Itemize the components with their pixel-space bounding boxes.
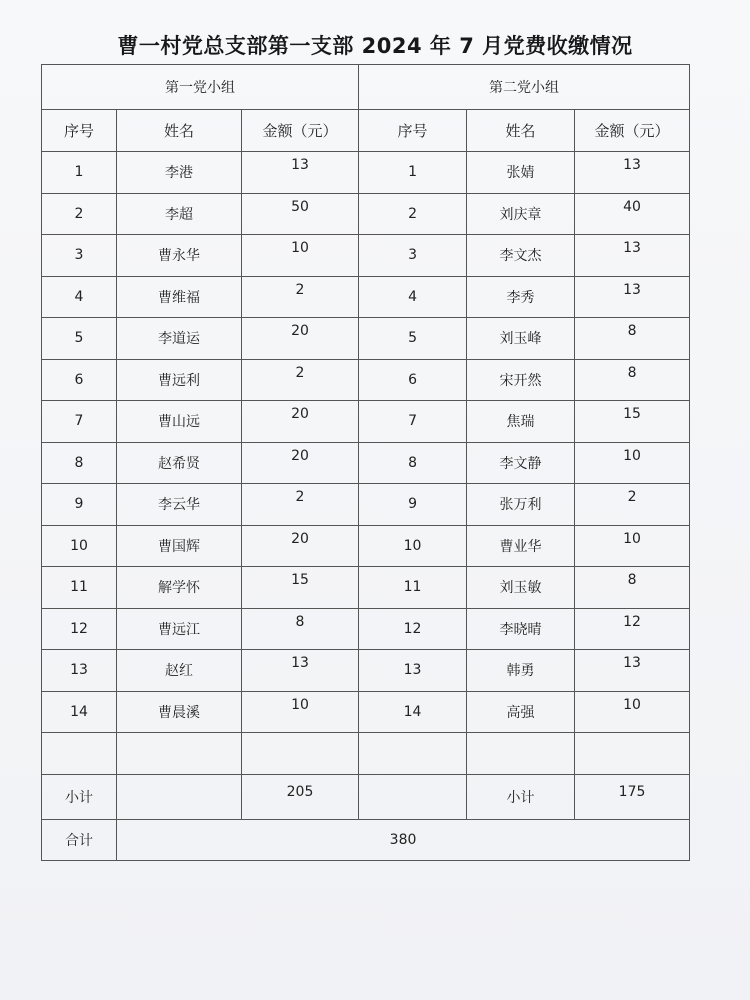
member-amount [242, 650, 359, 692]
table-row [42, 567, 690, 609]
empty-cell [42, 733, 117, 775]
header-name: 姓名 [467, 110, 575, 152]
row-number: 12 [359, 608, 467, 650]
row-number: 14 [359, 691, 467, 733]
amount-value: 10 [623, 696, 641, 713]
row-number: 7 [42, 401, 117, 443]
table-row [42, 650, 690, 692]
empty-cell [359, 733, 467, 775]
document-title: 曹一村党总支部第一支部 2024 年 7 月党费收缴情况 [117, 34, 633, 58]
member-amount [242, 525, 359, 567]
header-name: 姓名 [117, 110, 242, 152]
amount-value: 15 [623, 406, 641, 422]
member-name: 曹维福 [117, 276, 242, 318]
member-amount [242, 152, 359, 194]
member-amount [242, 567, 359, 609]
row-number: 4 [42, 276, 117, 318]
row-number: 5 [42, 318, 117, 360]
member-name: 赵希贤 [117, 442, 242, 484]
total-value: 380 [117, 819, 690, 860]
header-no: 序号 [359, 110, 467, 152]
table-row [42, 484, 690, 526]
table-row [42, 193, 690, 235]
empty-cell [359, 774, 467, 819]
amount-value: 8 [295, 613, 305, 630]
member-name: 曹国辉 [117, 525, 242, 567]
amount-value: 20 [291, 406, 309, 422]
member-amount [242, 359, 359, 401]
member-amount [575, 152, 690, 194]
row-number: 9 [359, 484, 467, 526]
empty-row [42, 733, 690, 775]
subtotal-value [575, 774, 690, 819]
member-name: 李超 [117, 193, 242, 235]
member-amount [242, 442, 359, 484]
member-amount [242, 318, 359, 360]
row-number: 10 [42, 525, 117, 567]
row-number: 7 [359, 401, 467, 443]
member-amount [242, 401, 359, 443]
member-amount [575, 276, 690, 318]
row-number: 11 [359, 567, 467, 609]
empty-cell [575, 733, 690, 775]
total-label: 合计 [42, 819, 117, 860]
member-name: 解学怀 [117, 567, 242, 609]
member-name: 李秀 [467, 276, 575, 318]
member-name: 李道运 [117, 318, 242, 360]
member-amount [575, 442, 690, 484]
member-name: 赵红 [117, 650, 242, 692]
row-number: 13 [42, 650, 117, 692]
amount-value: 8 [627, 572, 637, 588]
row-number: 9 [42, 484, 117, 526]
header-no: 序号 [42, 110, 117, 152]
amount-value: 13 [623, 281, 641, 298]
subtotal-value [242, 774, 359, 819]
member-amount [575, 608, 690, 650]
member-name: 曹永华 [117, 235, 242, 277]
member-name: 刘玉敏 [467, 567, 575, 609]
group-1-name: 第一党小组 [42, 65, 359, 110]
row-number: 4 [359, 276, 467, 318]
amount-value: 20 [291, 447, 309, 464]
row-number: 13 [359, 650, 467, 692]
empty-cell [117, 733, 242, 775]
amount-value: 13 [291, 157, 309, 173]
member-name: 张万利 [467, 484, 575, 526]
member-name: 曹业华 [467, 525, 575, 567]
amount-value: 40 [623, 198, 641, 215]
header-amount: 金额（元） [242, 110, 359, 152]
header-amount: 金额（元） [575, 110, 690, 152]
member-amount [242, 276, 359, 318]
member-amount [575, 359, 690, 401]
amount-value: 10 [291, 240, 309, 256]
row-number: 10 [359, 525, 467, 567]
amount-value: 2 [295, 364, 305, 381]
row-number: 6 [359, 359, 467, 401]
member-name: 李文杰 [467, 235, 575, 277]
member-name: 曹晨溪 [117, 691, 242, 733]
member-name: 李港 [117, 152, 242, 194]
table-row [42, 359, 690, 401]
row-number: 2 [359, 193, 467, 235]
table-row [42, 401, 690, 443]
member-amount [575, 650, 690, 692]
member-amount [575, 525, 690, 567]
group-name-row [42, 65, 690, 110]
amount-value: 13 [291, 655, 309, 671]
member-amount [575, 401, 690, 443]
table-row [42, 525, 690, 567]
member-amount [575, 567, 690, 609]
member-amount [242, 484, 359, 526]
amount-value: 20 [291, 530, 309, 547]
row-number: 14 [42, 691, 117, 733]
amount-value: 13 [623, 240, 641, 256]
member-amount [575, 193, 690, 235]
amount-value: 205 [286, 783, 314, 800]
amount-value: 20 [291, 323, 309, 339]
amount-value: 10 [623, 530, 641, 547]
fee-table [41, 64, 690, 861]
subtotal-row [42, 774, 690, 819]
member-name: 张婧 [467, 152, 575, 194]
row-number: 3 [359, 235, 467, 277]
member-name: 李文静 [467, 442, 575, 484]
row-number: 1 [42, 152, 117, 194]
row-number: 2 [42, 193, 117, 235]
member-name: 李云华 [117, 484, 242, 526]
empty-cell [117, 774, 242, 819]
amount-value: 8 [627, 323, 637, 339]
member-name: 刘庆章 [467, 193, 575, 235]
member-name: 曹山远 [117, 401, 242, 443]
amount-value: 8 [627, 364, 637, 381]
row-number: 3 [42, 235, 117, 277]
amount-value: 15 [291, 572, 309, 588]
group-2-name: 第二党小组 [359, 65, 690, 110]
member-name: 宋开然 [467, 359, 575, 401]
amount-value: 10 [623, 447, 641, 464]
table-row [42, 235, 690, 277]
member-name: 焦瑞 [467, 401, 575, 443]
row-number: 11 [42, 567, 117, 609]
amount-value: 13 [623, 157, 641, 173]
table-row [42, 442, 690, 484]
amount-value: 12 [623, 613, 641, 630]
subtotal-label: 小计 [467, 774, 575, 819]
member-name: 高强 [467, 691, 575, 733]
member-amount [242, 691, 359, 733]
total-row [42, 819, 690, 860]
member-name: 刘玉峰 [467, 318, 575, 360]
row-number: 12 [42, 608, 117, 650]
member-amount [242, 608, 359, 650]
member-amount [575, 484, 690, 526]
row-number: 1 [359, 152, 467, 194]
empty-cell [467, 733, 575, 775]
member-amount [242, 235, 359, 277]
amount-value: 13 [623, 655, 641, 671]
row-number: 8 [359, 442, 467, 484]
member-amount [242, 193, 359, 235]
table-row [42, 318, 690, 360]
column-header-row [42, 110, 690, 152]
member-amount [575, 691, 690, 733]
member-name: 曹远利 [117, 359, 242, 401]
row-number: 5 [359, 318, 467, 360]
member-name: 韩勇 [467, 650, 575, 692]
amount-value: 50 [291, 198, 309, 215]
amount-value: 2 [295, 281, 305, 298]
empty-cell [242, 733, 359, 775]
table-row [42, 152, 690, 194]
amount-value: 175 [618, 783, 646, 800]
amount-value: 10 [291, 696, 309, 713]
amount-value: 2 [295, 489, 305, 505]
table-row [42, 608, 690, 650]
subtotal-label: 小计 [42, 774, 117, 819]
row-number: 8 [42, 442, 117, 484]
row-number: 6 [42, 359, 117, 401]
member-amount [575, 235, 690, 277]
member-amount [575, 318, 690, 360]
member-name: 曹远江 [117, 608, 242, 650]
table-row [42, 691, 690, 733]
table-row [42, 276, 690, 318]
member-name: 李晓晴 [467, 608, 575, 650]
amount-value: 2 [627, 489, 637, 505]
